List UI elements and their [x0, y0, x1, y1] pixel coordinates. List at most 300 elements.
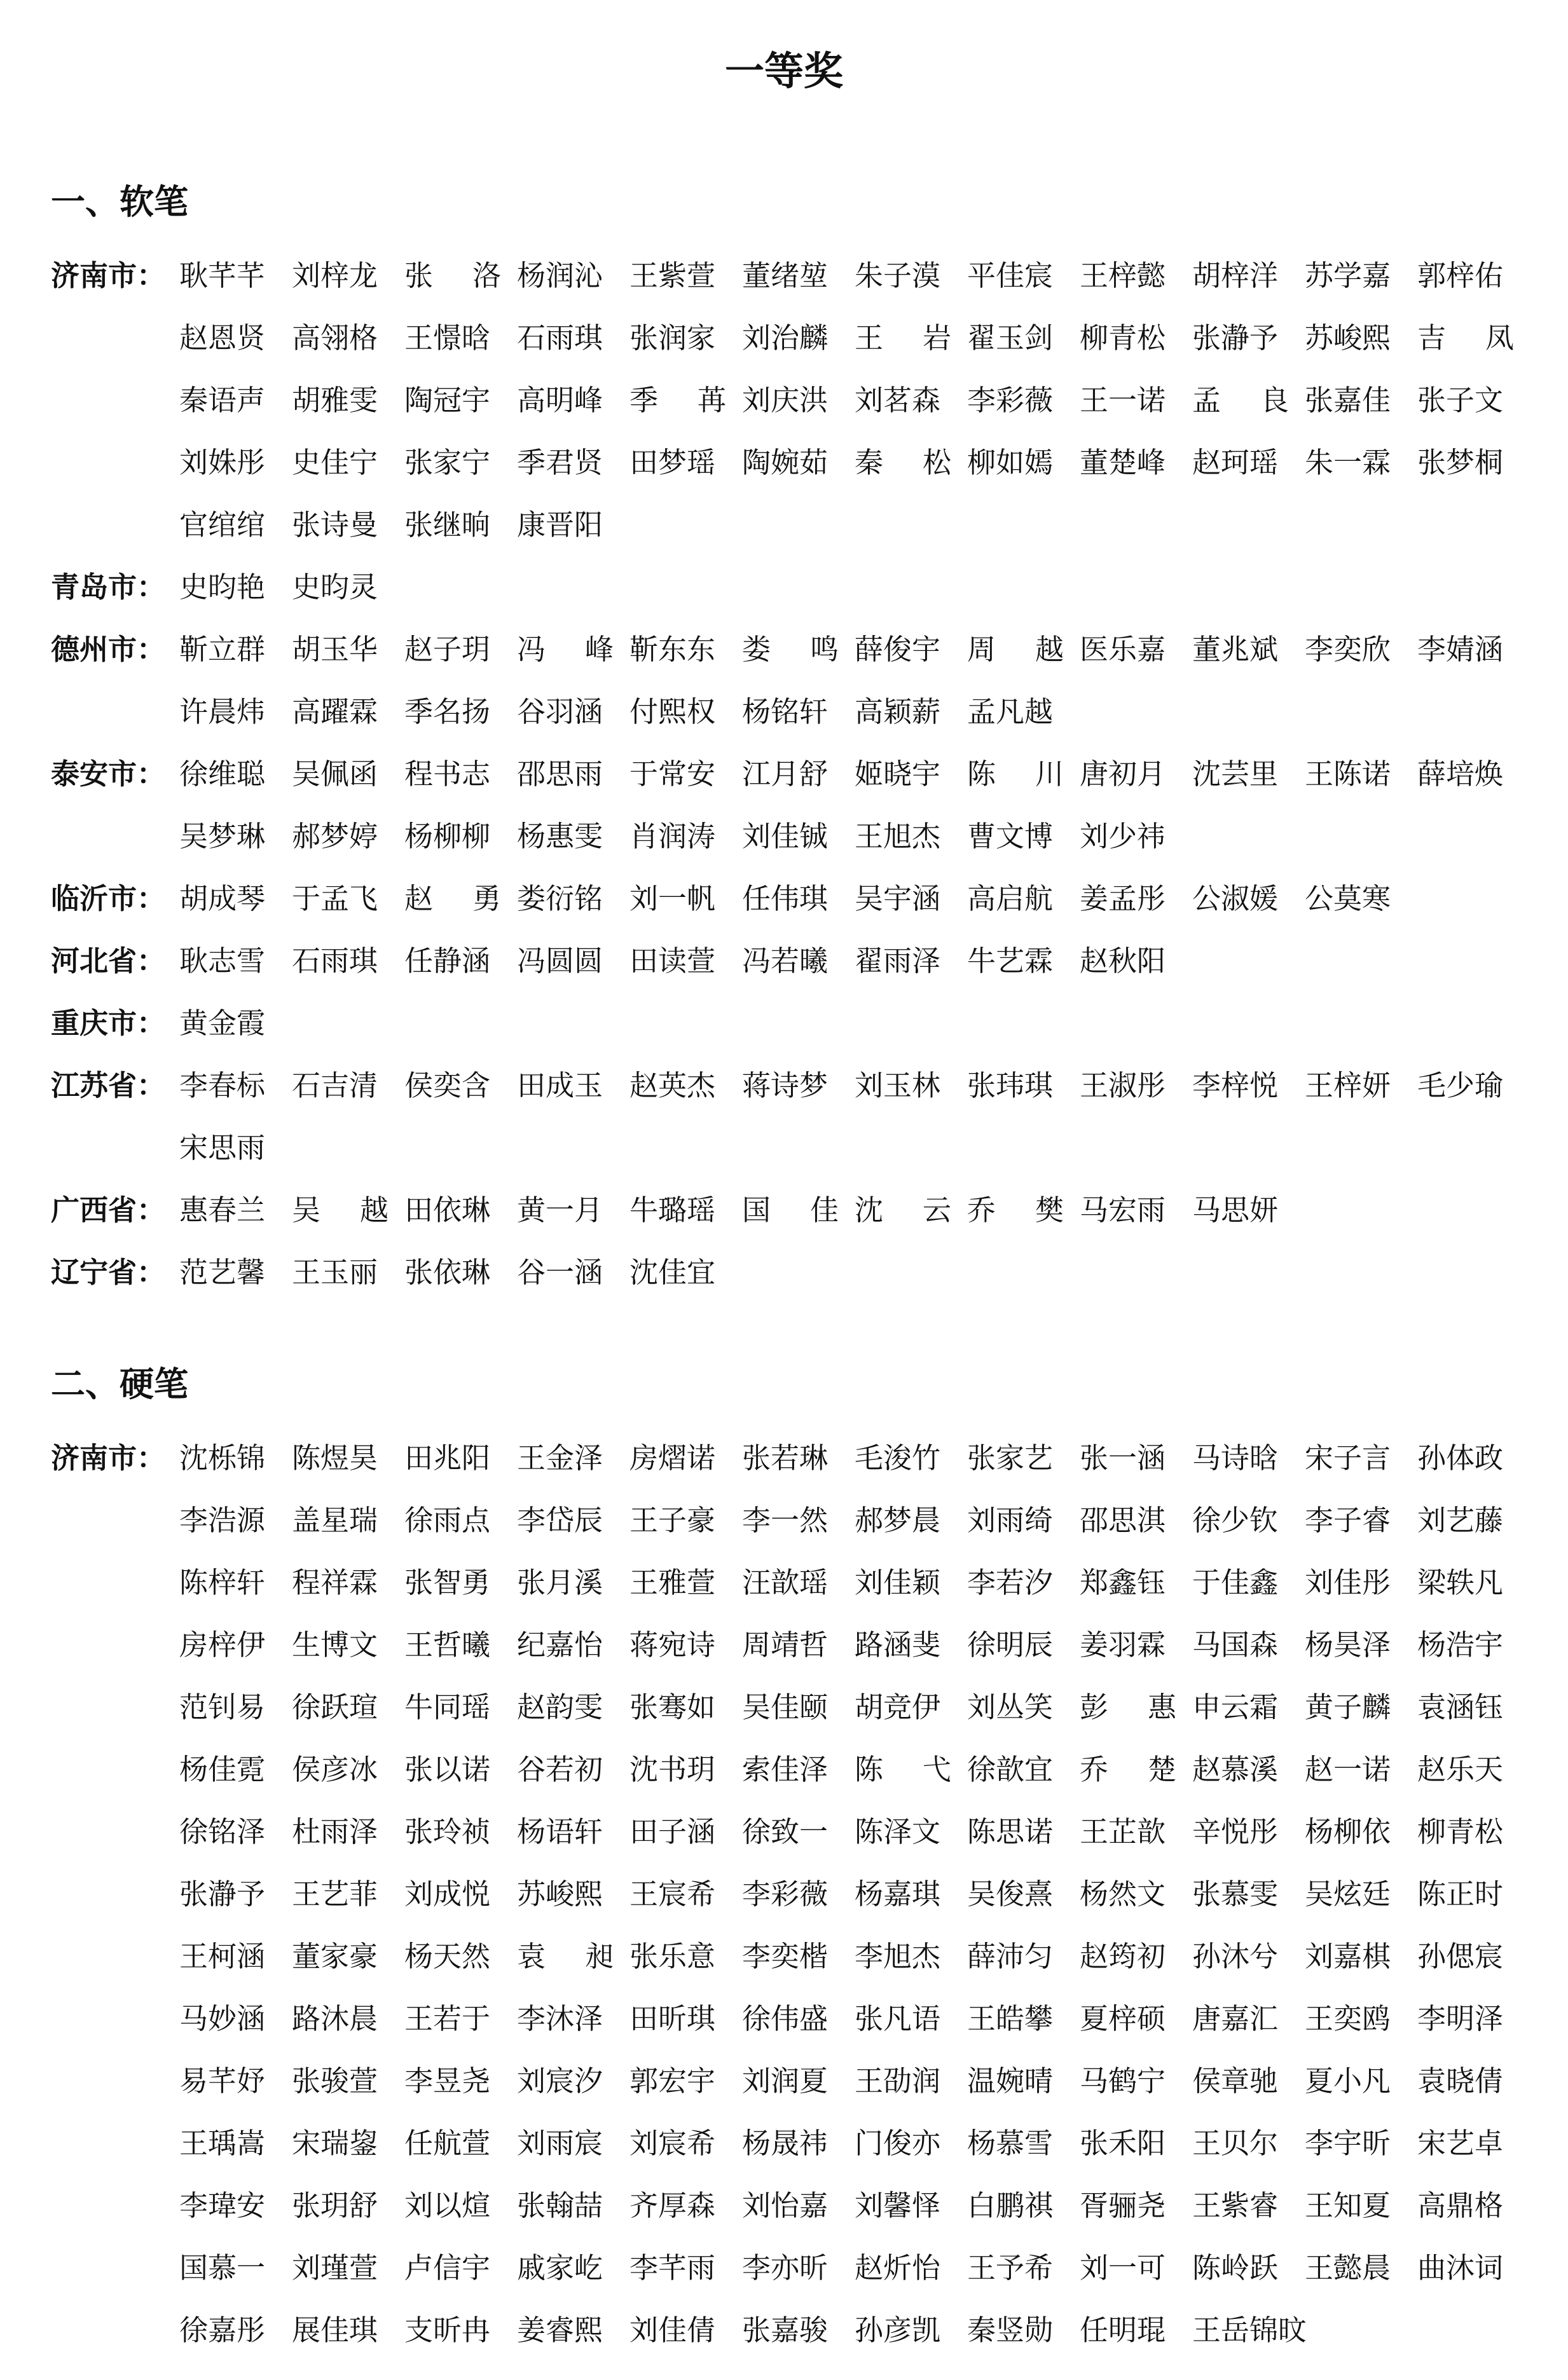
winner-name: 刘佳彤	[1305, 1566, 1391, 1599]
winner-name: 李旭杰	[855, 1939, 941, 1973]
winner-name: 田梦瑶	[629, 446, 716, 479]
winner-name: 王紫睿	[1192, 2189, 1279, 2222]
winner-name: 张骏萱	[292, 2064, 378, 2098]
winner-name: 唐初月	[1080, 757, 1166, 791]
winner-name: 赵一诺	[1305, 1753, 1391, 1786]
winner-name: 张瀞予	[1192, 321, 1279, 355]
winner-name: 于佳鑫	[1192, 1566, 1279, 1599]
winner-name: 陈正时	[1417, 1877, 1504, 1911]
winner-name: 范艺馨	[179, 1255, 266, 1289]
winner-name: 官绾绾	[179, 508, 266, 542]
winner-name: 张智勇	[404, 1566, 491, 1599]
winner-name: 陈岭跃	[1192, 2251, 1279, 2285]
winner-name: 沈书玥	[629, 1753, 716, 1786]
winner-name: 耿芊芊	[179, 259, 266, 292]
region-block	[51, 1055, 1551, 1179]
region-block	[51, 619, 1551, 743]
winner-name: 高鼎格	[1417, 2189, 1504, 2222]
winner-name: 乔 樊	[967, 1193, 1064, 1227]
winner-name: 张梦桐	[1417, 446, 1504, 479]
winner-name: 冯圆圆	[517, 944, 603, 978]
winner-name: 袁晓倩	[1417, 2064, 1504, 2098]
winner-name: 张瀞予	[179, 1877, 266, 1911]
winner-name: 赵秋阳	[1080, 944, 1166, 978]
winner-name: 赵炘怡	[855, 2251, 941, 2285]
winner-name: 温婉晴	[967, 2064, 1054, 2098]
winner-name: 冯 峰	[517, 633, 614, 666]
winner-name: 汪歆瑶	[742, 1566, 829, 1599]
winner-name: 胡雅雯	[292, 383, 378, 417]
region-label: 河北省：	[51, 944, 166, 978]
winner-name: 杨柳依	[1305, 1815, 1391, 1849]
winner-name: 李芊雨	[629, 2251, 716, 2285]
winner-name: 徐维聪	[179, 757, 266, 791]
winner-name: 王劭润	[855, 2064, 941, 2098]
winner-name: 侯章驰	[1192, 2064, 1279, 2098]
winner-name: 苏峻熙	[1305, 321, 1391, 355]
winner-name: 唐嘉汇	[1192, 2002, 1279, 2035]
winner-name: 董兆斌	[1192, 633, 1279, 666]
winner-name: 王梓妍	[1305, 1069, 1391, 1102]
winner-name: 吴炫廷	[1305, 1877, 1391, 1911]
winner-name: 牛璐瑶	[629, 1193, 716, 1227]
winner-name: 卢信宇	[404, 2251, 491, 2285]
region-block	[51, 1241, 1551, 1304]
winner-name: 王若于	[404, 2002, 491, 2035]
winner-name: 张玲祯	[404, 1815, 491, 1849]
winner-name: 吴佳颐	[742, 1690, 829, 1724]
winner-name: 吉 凤	[1417, 321, 1514, 355]
winner-name: 刘瑾萱	[292, 2251, 378, 2285]
winner-name: 于孟飞	[292, 882, 378, 915]
winner-name: 李宇昕	[1305, 2126, 1391, 2160]
winner-name: 田兆阳	[404, 1441, 491, 1475]
winner-name: 范钊易	[179, 1690, 266, 1724]
winner-name: 张慕雯	[1192, 1877, 1279, 1911]
winner-name: 张禾阳	[1080, 2126, 1166, 2160]
winner-name: 袁涵钰	[1417, 1690, 1504, 1724]
winner-name: 孙体政	[1417, 1441, 1504, 1475]
winner-name: 季 苒	[629, 383, 726, 417]
winner-name: 李一然	[742, 1503, 829, 1537]
winner-name: 王旭杰	[855, 819, 941, 853]
winner-name: 郑鑫钰	[1080, 1566, 1166, 1599]
winner-name: 吴 越	[292, 1193, 389, 1227]
winner-name: 王玉丽	[292, 1255, 378, 1289]
winner-name: 胡玉华	[292, 633, 378, 666]
winner-name: 沈芸里	[1192, 757, 1279, 791]
winner-name: 侯彦冰	[292, 1753, 378, 1786]
winner-name: 程书志	[404, 757, 491, 791]
winner-name: 姜孟彤	[1080, 882, 1166, 915]
winner-name: 吴俊熹	[967, 1877, 1054, 1911]
winner-name: 刘宸希	[629, 2126, 716, 2160]
winner-name: 路涵斐	[855, 1628, 941, 1662]
winner-name: 李明泽	[1417, 2002, 1504, 2035]
winner-name: 王紫萱	[629, 259, 716, 292]
winner-name: 盖星瑞	[292, 1503, 378, 1537]
winner-name: 吴宇涵	[855, 882, 941, 915]
winner-name: 刘佳颖	[855, 1566, 941, 1599]
winner-name: 杨铭轩	[742, 695, 829, 728]
winner-name: 王知夏	[1305, 2189, 1391, 2222]
winner-name: 王一诺	[1080, 383, 1166, 417]
winner-name: 刘雨宸	[517, 2126, 603, 2160]
winner-name: 赵韵雯	[517, 1690, 603, 1724]
winner-name: 杨然文	[1080, 1877, 1166, 1911]
winner-name: 李彩薇	[742, 1877, 829, 1911]
winner-name: 杨晟祎	[742, 2126, 829, 2160]
winner-name: 宋瑞鋆	[292, 2126, 378, 2160]
winner-name: 沈佳宜	[629, 1255, 716, 1289]
winner-name: 董家豪	[292, 1939, 378, 1973]
winner-name: 陈泽文	[855, 1815, 941, 1849]
winner-name: 毛浚竹	[855, 1441, 941, 1475]
winner-name: 王予希	[967, 2251, 1054, 2285]
winner-name: 高颖薪	[855, 695, 941, 728]
region-label: 辽宁省：	[51, 1255, 166, 1289]
winner-name: 苏学嘉	[1305, 259, 1391, 292]
winner-name: 牛艺霖	[967, 944, 1054, 978]
winner-name: 易芊妤	[179, 2064, 266, 2098]
winner-name: 江月舒	[742, 757, 829, 791]
winner-name: 张若琳	[742, 1441, 829, 1475]
region-label: 济南市：	[51, 1441, 166, 1475]
winner-name: 邵思淇	[1080, 1503, 1166, 1537]
winner-name: 张 洛	[404, 259, 501, 292]
winner-name: 杨慕雪	[967, 2126, 1054, 2160]
winner-name: 朱子漠	[855, 259, 941, 292]
winner-name: 宋思雨	[179, 1131, 266, 1165]
winner-name: 国慕一	[179, 2251, 266, 2285]
winner-name: 李彩薇	[967, 383, 1054, 417]
winner-name: 刘宸汐	[517, 2064, 603, 2098]
winner-name: 周靖哲	[742, 1628, 829, 1662]
winner-name: 辛悦彤	[1192, 1815, 1279, 1849]
winner-name: 夏小凡	[1305, 2064, 1391, 2098]
winner-name: 马诗晗	[1192, 1441, 1279, 1475]
winner-name: 任航萱	[404, 2126, 491, 2160]
winner-name: 沈 云	[855, 1193, 951, 1227]
winner-name: 孙彦凯	[855, 2313, 941, 2347]
winner-name: 谷羽涵	[517, 695, 603, 728]
winner-name: 牛同瑶	[404, 1690, 491, 1724]
region-block	[51, 743, 1551, 868]
winner-name: 李岱辰	[517, 1503, 603, 1537]
winner-name: 陶婉茹	[742, 446, 829, 479]
winner-name: 田子涵	[629, 1815, 716, 1849]
winner-name: 刘一帆	[629, 882, 716, 915]
winner-name: 高启航	[967, 882, 1054, 915]
winner-name: 宋子言	[1305, 1441, 1391, 1475]
winner-name: 刘玉林	[855, 1069, 941, 1102]
winner-name: 赵慕溪	[1192, 1753, 1279, 1786]
region-block	[51, 1179, 1551, 1241]
winner-name: 刘佳倩	[629, 2313, 716, 2347]
winner-name: 胡竞伊	[855, 1690, 941, 1724]
winner-name: 郭梓佑	[1417, 259, 1504, 292]
winner-name: 张骞如	[629, 1690, 716, 1724]
winner-name: 夏梓硕	[1080, 2002, 1166, 2035]
winner-name: 张嘉佳	[1305, 383, 1391, 417]
winner-name: 王子豪	[629, 1503, 716, 1537]
winner-name: 张一涵	[1080, 1441, 1166, 1475]
winner-name: 张润家	[629, 321, 716, 355]
section-heading: 一、软笔	[51, 182, 188, 222]
region-label: 临沂市：	[51, 882, 166, 915]
winner-name: 周 越	[967, 633, 1064, 666]
winner-name: 姜羽霖	[1080, 1628, 1166, 1662]
winner-name: 翟雨泽	[855, 944, 941, 978]
winner-name: 王芷歆	[1080, 1815, 1166, 1849]
region-block	[51, 992, 1551, 1055]
winner-name: 耿志雪	[179, 944, 266, 978]
winner-name: 肖润涛	[629, 819, 716, 853]
winner-name: 胥骊尧	[1080, 2189, 1166, 2222]
winner-name: 王宸希	[629, 1877, 716, 1911]
winner-name: 彭 惠	[1080, 1690, 1176, 1724]
winner-name: 刘馨怿	[855, 2189, 941, 2222]
winner-name: 公莫寒	[1305, 882, 1391, 915]
section-heading: 二、硬笔	[51, 1364, 188, 1404]
winner-name: 马鹤宁	[1080, 2064, 1166, 2098]
winner-name: 孟 良	[1192, 383, 1289, 417]
winner-name: 王雅萱	[629, 1566, 716, 1599]
winner-name: 梁轶凡	[1417, 1566, 1504, 1599]
winner-name: 陈 弋	[855, 1753, 951, 1786]
winner-name: 刘雨绮	[967, 1503, 1054, 1537]
winner-name: 张嘉骏	[742, 2313, 829, 2347]
winner-name: 乔 楚	[1080, 1753, 1176, 1786]
winner-name: 刘一可	[1080, 2251, 1166, 2285]
winner-name: 史昀艳	[179, 570, 266, 604]
winner-name: 孙沐兮	[1192, 1939, 1279, 1973]
winner-name: 张月溪	[517, 1566, 603, 1599]
winner-name: 董绪堃	[742, 259, 829, 292]
winner-name: 薛俊宇	[855, 633, 941, 666]
winner-name: 田成玉	[517, 1069, 603, 1102]
winner-name: 徐嘉彤	[179, 2313, 266, 2347]
winner-name: 胡梓洋	[1192, 259, 1279, 292]
winner-name: 黄一月	[517, 1193, 603, 1227]
winner-name: 王懿晨	[1305, 2251, 1391, 2285]
region-block	[51, 556, 1551, 619]
winner-name: 陈煜昊	[292, 1441, 378, 1475]
winner-name: 靳东东	[629, 633, 716, 666]
winner-name: 娄衍铭	[517, 882, 603, 915]
winner-name: 刘润夏	[742, 2064, 829, 2098]
winner-name: 蒋诗梦	[742, 1069, 829, 1102]
winner-name: 宋艺卓	[1417, 2126, 1504, 2160]
winner-name: 石雨琪	[292, 944, 378, 978]
winner-name: 史昀灵	[292, 570, 378, 604]
winner-name: 徐雨点	[404, 1503, 491, 1537]
winner-name: 王柯涵	[179, 1939, 266, 1973]
winner-name: 石雨琪	[517, 321, 603, 355]
winner-name: 柳青松	[1417, 1815, 1504, 1849]
winner-name: 陶冠宇	[404, 383, 491, 417]
winner-name: 季君贤	[517, 446, 603, 479]
winner-name: 杜雨泽	[292, 1815, 378, 1849]
winner-name: 门俊亦	[855, 2126, 941, 2160]
winner-name: 侯奕含	[404, 1069, 491, 1102]
winner-name: 秦语声	[179, 383, 266, 417]
winner-name: 许晨炜	[179, 695, 266, 728]
winner-name: 王艺菲	[292, 1877, 378, 1911]
winner-name: 索佳泽	[742, 1753, 829, 1786]
winner-name: 陈思诺	[967, 1815, 1054, 1849]
winner-name: 薛沛匀	[967, 1939, 1054, 1973]
winner-name: 石吉清	[292, 1069, 378, 1102]
winner-name: 任明琨	[1080, 2313, 1166, 2347]
winner-name: 张依琳	[404, 1255, 491, 1289]
winner-name: 孙偲宸	[1417, 1939, 1504, 1973]
winner-name: 杨惠雯	[517, 819, 603, 853]
winner-name: 王瑀嵩	[179, 2126, 266, 2160]
region-label: 重庆市：	[51, 1006, 166, 1040]
winner-name: 柳青松	[1080, 321, 1166, 355]
region-block	[51, 930, 1551, 992]
winner-name: 李昱尧	[404, 2064, 491, 2098]
winner-name: 李子睿	[1305, 1503, 1391, 1537]
winner-name: 王陈诺	[1305, 757, 1391, 791]
winner-name: 马宏雨	[1080, 1193, 1166, 1227]
winner-name: 马思妍	[1192, 1193, 1279, 1227]
winner-name: 郝梦晨	[855, 1503, 941, 1537]
winner-name: 张家宁	[404, 446, 491, 479]
page-title: 一等奖	[724, 48, 843, 94]
winner-name: 毛少瑜	[1417, 1069, 1504, 1102]
winner-name: 国 佳	[742, 1193, 839, 1227]
winner-name: 李亦昕	[742, 2251, 829, 2285]
winner-name: 徐明辰	[967, 1628, 1054, 1662]
winner-name: 张继晌	[404, 508, 491, 542]
winner-name: 郝梦婷	[292, 819, 378, 853]
winner-name: 杨佳霓	[179, 1753, 266, 1786]
winner-name: 吴佩函	[292, 757, 378, 791]
winner-name: 路沐晨	[292, 2002, 378, 2035]
winner-name: 田依琳	[404, 1193, 491, 1227]
winner-name: 赵乐天	[1417, 1753, 1504, 1786]
winner-name: 于常安	[629, 757, 716, 791]
winner-name: 史佳宁	[292, 446, 378, 479]
winner-name: 朱一霖	[1305, 446, 1391, 479]
winner-name: 刘艺藤	[1417, 1503, 1504, 1537]
winner-name: 纪嘉怡	[517, 1628, 603, 1662]
winner-name: 李奕楷	[742, 1939, 829, 1973]
winner-name: 姜睿熙	[517, 2313, 603, 2347]
winner-name: 马妙涵	[179, 2002, 266, 2035]
winner-name: 房熠诺	[629, 1441, 716, 1475]
winner-name: 蒋宛诗	[629, 1628, 716, 1662]
winner-name: 高明峰	[517, 383, 603, 417]
winner-name: 袁 昶	[517, 1939, 614, 1973]
winner-name: 赵珂瑶	[1192, 446, 1279, 479]
region-label: 青岛市：	[51, 570, 166, 604]
winner-name: 姬晓宇	[855, 757, 941, 791]
region-label: 济南市：	[51, 259, 166, 292]
winner-name: 杨天然	[404, 1939, 491, 1973]
winner-name: 刘姝彤	[179, 446, 266, 479]
winner-name: 刘茗森	[855, 383, 941, 417]
winner-name: 李浩源	[179, 1503, 266, 1537]
winner-name: 赵子玥	[404, 633, 491, 666]
winner-name: 吴梦琳	[179, 819, 266, 853]
winner-name: 王梓懿	[1080, 259, 1166, 292]
winner-name: 田昕琪	[629, 2002, 716, 2035]
winner-name: 申云霜	[1192, 1690, 1279, 1724]
winner-name: 李春标	[179, 1069, 266, 1102]
winner-name: 谷一涵	[517, 1255, 603, 1289]
winner-name: 刘丛笑	[967, 1690, 1054, 1724]
winner-name: 娄 鸣	[742, 633, 839, 666]
winner-name: 赵英杰	[629, 1069, 716, 1102]
winner-name: 李沐泽	[517, 2002, 603, 2035]
winner-name: 生博文	[292, 1628, 378, 1662]
winner-name: 赵恩贤	[179, 321, 266, 355]
winner-name: 齐厚森	[629, 2189, 716, 2222]
winner-name: 刘治麟	[742, 321, 829, 355]
winner-name: 董楚峰	[1080, 446, 1166, 479]
winner-name: 胡成琴	[179, 882, 266, 915]
winner-name: 杨润沁	[517, 259, 603, 292]
winner-name: 戚家屹	[517, 2251, 603, 2285]
winner-name: 陈梓轩	[179, 1566, 266, 1599]
winner-name: 杨语轩	[517, 1815, 603, 1849]
winner-name: 张玮琪	[967, 1069, 1054, 1102]
winner-name: 邵思雨	[517, 757, 603, 791]
winner-name: 白鹏祺	[967, 2189, 1054, 2222]
winner-name: 王金泽	[517, 1441, 603, 1475]
winner-name: 王哲曦	[404, 1628, 491, 1662]
winner-name: 张凡语	[855, 2002, 941, 2035]
region-block	[51, 868, 1551, 930]
winner-name: 张诗曼	[292, 508, 378, 542]
winner-name: 展佳琪	[292, 2313, 378, 2347]
region-label: 泰安市：	[51, 757, 166, 791]
winner-name: 黄金霞	[179, 1006, 266, 1040]
winner-name: 李婧涵	[1417, 633, 1504, 666]
winner-name: 曹文博	[967, 819, 1054, 853]
winner-name: 王皓攀	[967, 2002, 1054, 2035]
winner-name: 李若汐	[967, 1566, 1054, 1599]
winner-name: 赵筠初	[1080, 1939, 1166, 1973]
winner-name: 王淑彤	[1080, 1069, 1166, 1102]
winner-name: 平佳宸	[967, 259, 1054, 292]
winner-name: 张乐意	[629, 1939, 716, 1973]
winner-name: 公淑媛	[1192, 882, 1279, 915]
winner-name: 孟凡越	[967, 695, 1054, 728]
winner-name: 赵 勇	[404, 882, 501, 915]
winner-name: 王 岩	[855, 321, 951, 355]
winner-name: 刘成悦	[404, 1877, 491, 1911]
region-block	[51, 245, 1551, 556]
winner-name: 医乐嘉	[1080, 633, 1166, 666]
winner-name: 曲沐词	[1417, 2251, 1504, 2285]
winner-name: 李奕欣	[1305, 633, 1391, 666]
winner-name: 王贝尔	[1192, 2126, 1279, 2160]
winner-name: 惠春兰	[179, 1193, 266, 1227]
winner-name: 季名扬	[404, 695, 491, 728]
winner-name: 任伟琪	[742, 882, 829, 915]
winner-name: 徐少钦	[1192, 1503, 1279, 1537]
winner-name: 任静涵	[404, 944, 491, 978]
winner-name: 秦 松	[855, 446, 951, 479]
winner-name: 徐歆宜	[967, 1753, 1054, 1786]
winner-name: 张玥舒	[292, 2189, 378, 2222]
region-block	[51, 1427, 1551, 2362]
winner-name: 陈 川	[967, 757, 1064, 791]
